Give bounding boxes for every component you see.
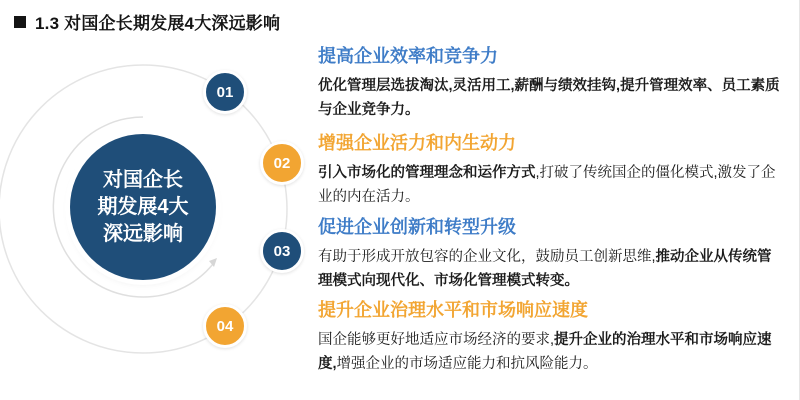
slide-title: 1.3 对国企长期发展4大深远影响 (35, 14, 281, 33)
impact-item-4 (318, 299, 780, 376)
center-circle (70, 134, 216, 280)
center-circle-line-2: 期发展4大 (97, 195, 189, 218)
impact-item-3-body: 有助于形成开放包容的企业文化，鼓励员工创新思维,推动企业从传统管理模式向现代化、市场化管理模式转变。 (318, 249, 772, 289)
step-badge-01: 01 (203, 70, 247, 114)
center-circle-line-1: 对国企长 (103, 168, 183, 191)
impact-item-3-title: 促进企业创新和转型升级 (318, 217, 516, 237)
impact-item-4-body: 国企能够更好地适应市场经济的要求,提升企业的治理水平和市场响应速度,增强企业的市场适应能力和抗风险能力。 (318, 332, 772, 372)
impact-item-1-title: 提高企业效率和竞争力 (318, 46, 498, 66)
center-circle-line-3: 深远影响 (103, 222, 183, 245)
step-badge-02: 02 (260, 141, 304, 185)
slide-header (14, 9, 280, 34)
square-bullet-icon (14, 16, 26, 28)
step-badge-03: 03 (260, 229, 304, 273)
impact-item-2 (318, 132, 780, 209)
step-badge-04: 04 (203, 304, 247, 348)
impact-item-4-title: 提升企业治理水平和市场响应速度 (318, 300, 588, 320)
impact-item-1 (318, 45, 780, 122)
impact-item-2-title: 增强企业活力和内生动力 (318, 133, 516, 153)
impact-item-1-body: 优化管理层选拔淘汰,灵活用工,薪酬与绩效挂钩,提升管理效率、员工素质与企业竞争力。 (318, 78, 780, 118)
impact-item-2-body: 引入市场化的管理理念和运作方式,打破了传统国企的僵化模式,激发了企业的内在活力。 (318, 165, 776, 205)
impact-item-3 (318, 216, 780, 293)
arc-arrow-icon (209, 258, 217, 267)
